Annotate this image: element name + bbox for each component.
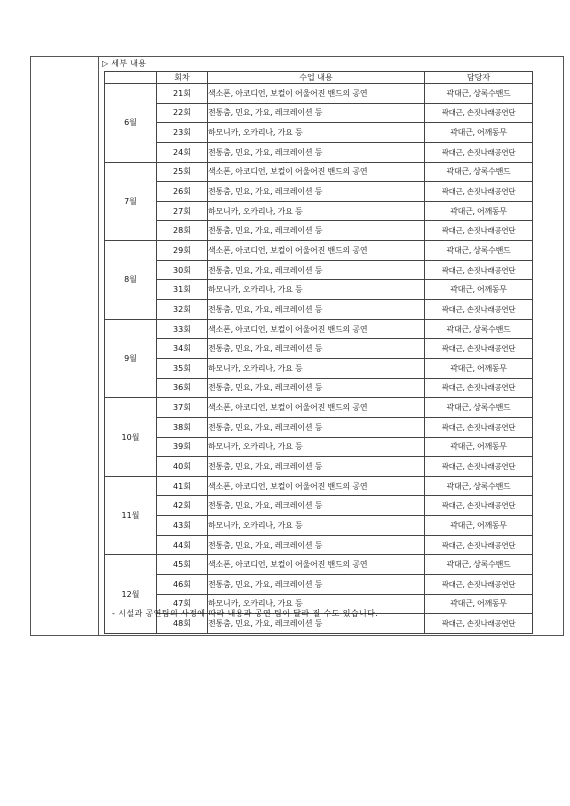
content-cell: 색소폰, 아코디언, 보컬이 어울어진 밴드의 공연 [208,476,425,496]
content-cell: 전통춤, 민요, 가요, 레크레이션 등 [208,103,425,123]
staff-cell: 곽대근, 어깨동무 [425,123,533,143]
table-row [105,241,533,261]
content-cell: 전통춤, 민요, 가요, 레크레이션 등 [208,575,425,595]
table-row [105,182,533,202]
content-cell: 전통춤, 민요, 가요, 레크레이션 등 [208,614,425,634]
table-row [105,339,533,359]
round-cell: 36회 [157,378,208,398]
month-cell: 8월 [105,241,157,320]
table-row [105,476,533,496]
staff-cell: 곽대근, 어깨동무 [425,201,533,221]
month-cell: 12월 [105,555,157,634]
round-cell: 21회 [157,84,208,104]
staff-cell: 곽대근, 상록수밴드 [425,319,533,339]
staff-cell: 곽대근, 상록수밴드 [425,398,533,418]
content-cell: 전통춤, 민요, 가요, 레크레이션 등 [208,378,425,398]
content-cell: 전통춤, 민요, 가요, 레크레이션 등 [208,260,425,280]
round-cell: 27회 [157,201,208,221]
round-cell: 33회 [157,319,208,339]
content-cell: 전통춤, 민요, 가요, 레크레이션 등 [208,182,425,202]
round-cell: 37회 [157,398,208,418]
round-cell: 31회 [157,280,208,300]
staff-cell: 곽대근, 손짓나래공연단 [425,496,533,516]
table-row [105,84,533,104]
round-cell: 47회 [157,594,208,614]
staff-cell: 곽대근, 상록수밴드 [425,241,533,261]
table-row [105,437,533,457]
content-cell: 전통춤, 민요, 가요, 레크레이션 등 [208,535,425,555]
staff-cell: 곽대근, 어깨동무 [425,280,533,300]
staff-cell: 곽대근, 어깨동무 [425,594,533,614]
staff-cell: 곽대근, 어깨동무 [425,358,533,378]
table-row [105,378,533,398]
month-cell: 10월 [105,398,157,477]
round-cell: 38회 [157,417,208,437]
round-cell: 29회 [157,241,208,261]
staff-cell: 곽대근, 손짓나래공연단 [425,339,533,359]
table-row [105,417,533,437]
staff-cell: 곽대근, 손짓나래공연단 [425,182,533,202]
round-cell: 34회 [157,339,208,359]
schedule-table [104,71,533,634]
content-cell: 하모니카, 오카리나, 가요 등 [208,201,425,221]
content-cell: 색소폰, 아코디언, 보컬이 어울어진 밴드의 공연 [208,319,425,339]
staff-cell: 곽대근, 손짓나래공연단 [425,378,533,398]
header-content: 수업 내용 [208,72,425,84]
table-row [105,398,533,418]
content-cell: 하모니카, 오카리나, 가요 등 [208,358,425,378]
round-cell: 43회 [157,516,208,536]
round-cell: 23회 [157,123,208,143]
content-cell: 전통춤, 민요, 가요, 레크레이션 등 [208,300,425,320]
content-cell: 색소폰, 아코디언, 보컬이 어울어진 밴드의 공연 [208,241,425,261]
round-cell: 30회 [157,260,208,280]
table-row [105,280,533,300]
staff-cell: 곽대근, 어깨동무 [425,516,533,536]
round-cell: 28회 [157,221,208,241]
content-cell: 하모니카, 오카리나, 가요 등 [208,437,425,457]
round-cell: 40회 [157,457,208,477]
table-row [105,260,533,280]
staff-cell: 곽대근, 상록수밴드 [425,555,533,575]
table-row [105,103,533,123]
round-cell: 39회 [157,437,208,457]
content-cell: 전통춤, 민요, 가요, 레크레이션 등 [208,417,425,437]
staff-cell: 곽대근, 손짓나래공연단 [425,575,533,595]
content-cell: 전통춤, 민요, 가요, 레크레이션 등 [208,339,425,359]
staff-cell: 곽대근, 손짓나래공연단 [425,614,533,634]
staff-cell: 곽대근, 상록수밴드 [425,476,533,496]
content-cell: 전통춤, 민요, 가요, 레크레이션 등 [208,221,425,241]
header-staff: 담당자 [425,72,533,84]
content-cell: 전통춤, 민요, 가요, 레크레이션 등 [208,142,425,162]
round-cell: 46회 [157,575,208,595]
table-row [105,201,533,221]
table-row [105,358,533,378]
staff-cell: 곽대근, 손짓나래공연단 [425,260,533,280]
staff-cell: 곽대근, 손짓나래공연단 [425,535,533,555]
content-cell: 전통춤, 민요, 가요, 레크레이션 등 [208,457,425,477]
header-round: 회차 [157,72,208,84]
content-cell: 하모니카, 오카리나, 가요 등 [208,123,425,143]
content-cell: 하모니카, 오카리나, 가요 등 [208,280,425,300]
round-cell: 26회 [157,182,208,202]
month-cell: 9월 [105,319,157,398]
round-cell: 44회 [157,535,208,555]
staff-cell: 곽대근, 손짓나래공연단 [425,457,533,477]
round-cell: 25회 [157,162,208,182]
round-cell: 42회 [157,496,208,516]
round-cell: 32회 [157,300,208,320]
staff-cell: 곽대근, 상록수밴드 [425,84,533,104]
round-cell: 24회 [157,142,208,162]
staff-cell: 곽대근, 손짓나래공연단 [425,221,533,241]
footnote: - 시설과 공연팀의 사정에 따라 내용과 공연 팀이 달라 질 수도 있습니다. [112,609,379,618]
table-row [105,496,533,516]
month-cell: 6월 [105,84,157,163]
round-cell: 45회 [157,555,208,575]
table-row [105,300,533,320]
column-divider [98,57,99,635]
table-row [105,535,533,555]
content-cell: 하모니카, 오카리나, 가요 등 [208,516,425,536]
round-cell: 48회 [157,614,208,634]
month-cell: 7월 [105,162,157,241]
table-row [105,162,533,182]
content-cell: 색소폰, 아코디언, 보컬이 어울어진 밴드의 공연 [208,162,425,182]
staff-cell: 곽대근, 손짓나래공연단 [425,300,533,320]
content-cell: 하모니카, 오카리나, 가요 등 [208,594,425,614]
section-title: ▷ 세부 내용 [102,59,147,68]
staff-cell: 곽대근, 어깨동무 [425,437,533,457]
table-row [105,555,533,575]
round-cell: 41회 [157,476,208,496]
round-cell: 22회 [157,103,208,123]
staff-cell: 곽대근, 손짓나래공연단 [425,103,533,123]
table-row [105,516,533,536]
staff-cell: 곽대근, 손짓나래공연단 [425,142,533,162]
staff-cell: 곽대근, 손짓나래공연단 [425,417,533,437]
table-row [105,457,533,477]
content-cell: 색소폰, 아코디언, 보컬이 어울어진 밴드의 공연 [208,398,425,418]
content-cell: 색소폰, 아코디언, 보컬이 어울어진 밴드의 공연 [208,84,425,104]
table-row [105,221,533,241]
round-cell: 35회 [157,358,208,378]
content-cell: 전통춤, 민요, 가요, 레크레이션 등 [208,496,425,516]
header-blank [105,72,157,84]
month-cell: 11월 [105,476,157,555]
content-cell: 색소폰, 아코디언, 보컬이 어울어진 밴드의 공연 [208,555,425,575]
table-header-row [105,72,533,84]
staff-cell: 곽대근, 상록수밴드 [425,162,533,182]
table-row [105,319,533,339]
table-row [105,575,533,595]
table-row [105,123,533,143]
table-row [105,142,533,162]
